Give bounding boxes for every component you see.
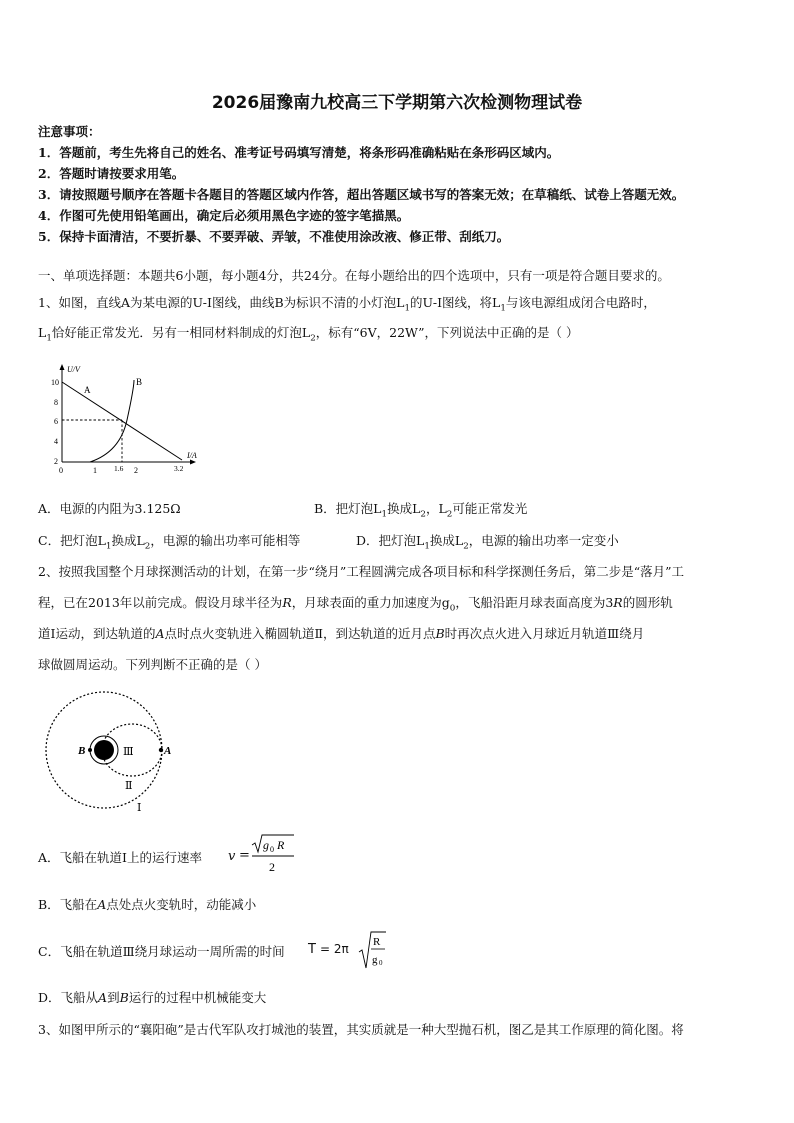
q1-line2: $L_1$恰好能正常发光．另有一相同材料制成的灯泡$L_2$，标有“6V，22W”，下列说法中正确的是（ ） [38,325,579,344]
notice-item-4: 4．作图可先使用铅笔画出，确定后必须用黑色字迹的签字笔描黑。 [38,208,410,223]
q2-option-a-text: A．飞船在轨道Ⅰ上的运行速率 [38,850,202,865]
q1-option-b: B．把灯泡$L_1$换成$L_2$，$L_2$可能正常发光 [314,501,528,520]
notice-heading: 注意事项： [38,124,101,139]
q2-option-c-eq: = 2π [320,942,349,956]
q2-option-a-v: v [228,849,236,864]
x-tick-1-6: 1.6 [114,464,124,473]
moon [94,740,114,760]
x-tick-2: 2 [134,466,138,475]
q3-line1: 3、如图甲所示的“襄阳砲”是古代军队攻打城池的装置，其实质就是一种大型抛石机，图乙是其工作原理的简化图。将 [38,1022,684,1037]
y-tick-2: 2 [54,457,58,466]
y-tick-10: 10 [51,378,59,387]
section-heading: 一、单项选择题：本题共6小题，每小题4分，共24分。在每小题给出的四个选项中，只有一项是符合题目要求的。 [38,268,670,283]
formula-r: R [277,838,285,852]
point-b [88,748,92,752]
x-tick-3-2: 3.2 [174,464,184,473]
q1-line1: 1、如图，直线A为某电源的U-I图线，曲线B为标识不清的小灯泡$L_1$的U-I图线，将$L_1$与该电源组成闭合电路时， [38,295,656,314]
notice-item-3: 3．请按照题号顺序在答题卡各题目的答题区域内作答，超出答题区域书写的答案无效；在草稿纸、试卷上答题无效。 [38,187,685,202]
formula-g: g [263,838,269,852]
q2-line4: 球做圆周运动。下列判断不正确的是（ ） [38,657,267,672]
formula-g-sub: 0 [270,845,274,854]
y-axis-label: U/V [67,365,80,374]
y-axis-arrow [60,364,65,370]
q2-option-b: B．飞船在A点处点火变轨时，动能减小 [38,897,257,912]
x-axis-label: I/A [187,451,197,460]
q2-line3: 道Ⅰ运动，到达轨道的A点时点火变轨进入椭圆轨道Ⅱ，到达轨道的近月点B时再次点火进入月球近月轨道Ⅲ绕月 [38,626,645,641]
q1-option-c: C．把灯泡$L_1$换成$L_2$，电源的输出功率可能相等 [38,533,301,552]
label-orbit-iii: Ⅲ [123,746,134,758]
page-title: 2026届豫南九校高三下学期第六次检测物理试卷 [211,93,583,113]
q2-option-a-formula [250,833,296,877]
x-tick-0: 0 [59,466,63,475]
q1-option-d: D．把灯泡$L_1$换成$L_2$，电源的输出功率一定变小 [356,533,619,552]
q2-option-c-text: C．飞船在轨道Ⅲ绕月球运动一周所需的时间 [38,944,285,959]
x-tick-1: 1 [93,466,97,475]
q2-option-c-formula [358,930,388,972]
q2-option-c-t: T [308,942,316,957]
notice-item-1: 1．答题前，考生先将自己的姓名、准考证号码填写清楚，将条形码准确粘贴在条形码区域内。 [38,145,560,160]
x-axis-arrow [190,460,196,465]
y-tick-4: 4 [54,437,58,446]
line-a-label: A [84,385,91,395]
q2-line2: 程，已在2013年以前完成。假设月球半径为R，月球表面的重力加速度为$g_0$，飞船沿距月球表面高度为3R的圆形轨 [38,595,673,614]
label-orbit-i: Ⅰ [137,802,142,814]
q2-orbit-diagram [40,690,180,815]
y-tick-8: 8 [54,398,58,407]
formula-denominator: 2 [269,860,275,874]
formula-g: g [372,954,378,966]
curve-b-label: B [136,377,143,387]
q1-ui-graph [48,358,208,478]
label-b: B [78,745,86,757]
q2-option-a-eq: = [239,848,250,863]
formula-g-sub: 0 [379,959,383,967]
q1-option-a: A．电源的内阻为3.125Ω [38,501,181,516]
point-a [159,748,163,752]
notice-item-5: 5．保持卡面清洁，不要折暴、不要弄破、弄皱，不准使用涂改液、修正带、刮纸刀。 [38,229,510,244]
curve-b [90,380,134,462]
notice-item-2: 2．答题时请按要求用笔。 [38,166,185,181]
label-a: A [164,745,172,757]
q2-line1: 2、按照我国整个月球探测活动的计划，在第一步“绕月”工程圆满完成各项目标和科学探测任务后，第二步是“落月”工 [38,564,685,579]
formula-r: R [373,936,381,948]
y-tick-6: 6 [54,417,58,426]
q2-option-d: D．飞船从A到B运行的过程中机械能变大 [38,990,267,1005]
label-orbit-ii: Ⅱ [125,780,133,792]
